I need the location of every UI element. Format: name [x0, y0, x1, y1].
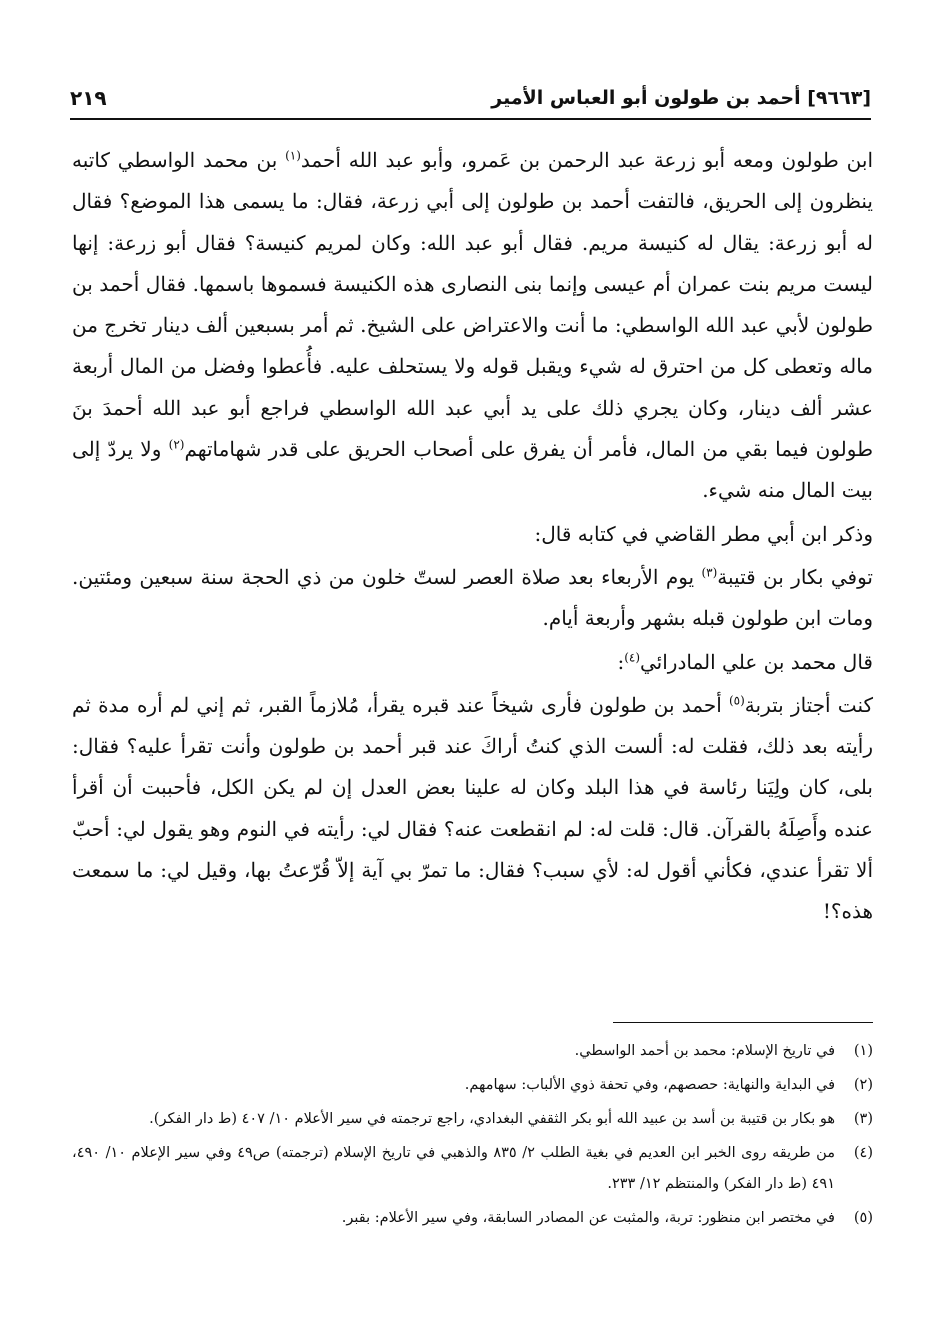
footnote-4: [72, 1138, 873, 1200]
footnote-1: [72, 1036, 873, 1067]
main-text: [72, 140, 873, 933]
footnotes: [72, 1036, 873, 1237]
footnote-number: (٥): [853, 1210, 873, 1226]
footnote-number: (٤): [853, 1145, 873, 1161]
footnote-number: (٣): [853, 1111, 873, 1127]
footnote-5: [72, 1203, 873, 1234]
page-header: [70, 78, 871, 120]
text-run: ابن طولون ومعه أبو زرعة عبد الرحمن بن عَمرو، وأبو عبد الله أحمد: [300, 148, 873, 172]
footnote-text: في تاريخ الإسلام: محمد بن أحمد الواسطي.: [574, 1043, 835, 1059]
footnote-3: [72, 1104, 873, 1135]
text-run: ولا يردّ إلى بيت المال منه شيء.: [72, 437, 873, 503]
paragraph-1: [72, 140, 873, 512]
footnote-ref-3[interactable]: (٣): [701, 565, 718, 580]
paragraph-5: [72, 685, 873, 933]
text-run: قال محمد بن علي المادرائي: [640, 649, 873, 674]
footnote-ref-2[interactable]: (٢): [168, 437, 185, 452]
footnote-text: من طريقه روى الخبر ابن العديم في بغية الطلب ٢/ ٨٣٥ والذهبي في تاريخ الإسلام (ترجمته) ص٤٩ وفي سير الإعلام ١٠/ ٤٩٠، ٤٩١ (ط دار الفكر) والمنتظم ١٢/ ٢٣٣.: [72, 1145, 835, 1192]
footnote-ref-1[interactable]: (١): [285, 148, 301, 163]
running-title: [٩٦٦٣] أحمد بن طولون أبو العباس الأمير: [491, 87, 871, 109]
page-number: ٢١٩: [70, 86, 107, 110]
footnote-text: في مختصر ابن منظور: تربة، والمثبت عن المصادر السابقة، وفي سير الأعلام: بقبر.: [341, 1210, 835, 1226]
footnote-number: (١): [853, 1043, 873, 1059]
footnote-text: في البداية والنهاية: حصصهم، وفي تحفة ذوي الألباب: سهامهم.: [464, 1077, 835, 1093]
footnote-divider: [613, 1022, 873, 1023]
footnote-number: (٢): [853, 1077, 873, 1093]
text-run: أحمد بن طولون فأرى شيخاً عند قبره يقرأ، مُلازماً القبر، ثم إني لم أره مدة ثم رأيته بعد ذلك، فقلت له: ألست الذي كنتُ أراكَ عند قبر أحمد بن طولون وأنت تقرأ عليه؟ فقال: بلى، كان ولِيَنا رئاسة في هذا البلد وكان له علينا بعض العدل إن لم يكن الكل، فأحببت أن أقرأ عنده وأَصِلَهُ بالقرآن. قال: قلت له: لم انقطعت عنه؟ فقال لي: رأيته في النوم وهو يقول لي: أحبّ ألا تقرأ عندي، فكأني أقول له: لأي سبب؟ فقال: ما تمرّ بي آية إلاّ قُرّعتُ بها، وقيل لي: ما سمعت هذه؟!: [72, 692, 873, 924]
footnote-ref-4[interactable]: (٤): [624, 649, 641, 664]
paragraph-4: [72, 642, 873, 683]
text-run: :: [617, 649, 625, 674]
paragraph-3: [72, 557, 873, 640]
text-run: كنت أجتاز بتربة: [744, 692, 874, 717]
footnote-text: هو بكار بن قتيبة بن أسد بن عبيد الله أبو بكر الثقفي البغدادي، راجع ترجمته في سير الأعلام ١٠/ ٤٠٧ (ط دار الفكر).: [149, 1111, 835, 1127]
text-run: بن محمد الواسطي كاتبه ينظرون إلى الحريق، فالتفت أحمد بن طولون إلى أبي زرعة، فقال: ما يسمى هذا الموضع؟ فقال له أبو زرعة: يقال له كنيسة مريم. فقال أبو عبد الله: وكان لمريم كنيسة؟ فقال أبو زرعة: إنها ليست مريم بنت عمران أم عيسى وإنما بنى النصارى هذه الكنيسة فسموها باسمها. فقال أحمد بن طولون لأبي عبد الله الواسطي: ما أنت والاعتراض على الشيخ. ثم أمر بسبعين ألف دينار تخرج من ماله وتعطى كل من احترق له شيء ويقبل قوله ولا يستحلف عليه. فأُعطوا وفضل من المال أربعة عشر ألف دينار، وكان يجري ذلك على يد أبي عبد الله الواسطي فراجع أبو عبد الله أحمدَ بنَ طولون فيما بقي من المال، فأمر أن يفرق على أصحاب الحريق على قدر شهاماتهم: [72, 148, 873, 462]
text-run: يوم الأربعاء بعد صلاة العصر لستّ خلون من ذي الحجة سنة سبعين ومئتين. ومات ابن طولون قبله بشهر وأربعة أيام.: [72, 564, 873, 631]
footnote-ref-5[interactable]: (٥): [728, 693, 745, 708]
text-run: توفي بكار بن قتيبة: [717, 564, 873, 589]
footnote-2: [72, 1070, 873, 1101]
paragraph-2: وذكر ابن أبي مطر القاضي في كتابه قال:: [534, 521, 873, 546]
